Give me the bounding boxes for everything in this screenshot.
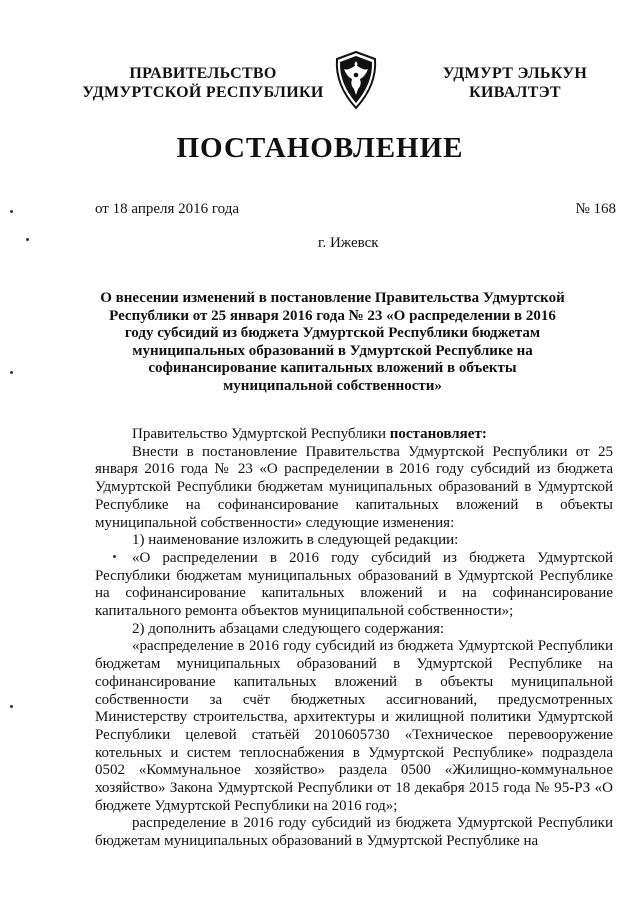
scan-speck [26, 238, 29, 241]
scan-speck [10, 371, 13, 374]
coat-of-arms-icon [330, 49, 382, 111]
document-body [95, 426, 613, 851]
paragraph-4: 2) дополнить абзацами следующего содержания: [132, 620, 445, 637]
intro-resolves: постановляет: [389, 426, 487, 442]
scan-speck [10, 705, 13, 708]
scan-speck [10, 210, 13, 213]
issuer-ru-line1: ПРАВИТЕЛЬСТВО [129, 65, 277, 82]
document-city: г. Ижевск [318, 235, 379, 251]
paragraph-2: 1) наименование изложить в следующей редакции: [132, 532, 459, 549]
issuer-udm-line1: УДМУРТ ЭЛЬКУН [442, 65, 588, 82]
issuer-ru [78, 64, 328, 102]
issuer-udm-line2: КИВАЛТЭТ [469, 84, 561, 101]
paragraph-1: Внести в постановление Правительства Удмуртской Республики от 25 января 2016 года № 23 «О распределении в 2016 году субсидий из бюджета Удмуртской Республики бюджетам муниципальных образований в Удмуртской Республике на софинансирование капитальных вложений в объекты муниципальной собственности» следующие изменения: [95, 443, 613, 531]
paragraph-6: распределение в 2016 году субсидий из бюджета Удмуртской Республики бюджетам муниципальных образований в Удмуртской Республике на [95, 815, 613, 850]
issuer-ru-line2: УДМУРТСКОЙ РЕСПУБЛИКИ [82, 84, 324, 101]
issuer-udm [412, 64, 618, 102]
intro-paragraph [95, 426, 613, 444]
document-date: от 18 апреля 2016 года [95, 201, 240, 217]
scan-speck [113, 555, 116, 558]
paragraph-3: «О распределении в 2016 году субсидий из бюджета Удмуртской Республики бюджетам муниципальных образований в Удмуртской Республике на софинансирование капитальных вложений и на софинансирование капитального ремонта объектов муниципальной собственности»; [95, 549, 613, 620]
paragraph-5: «распределение в 2016 году субсидий из бюджета Удмуртской Республики бюджетам муниципальных образований в Удмуртской Республике на софинансирование капитальных вложений в объекты муниципальной собственности за счёт бюджетных ассигнований, предусмотренных Министерству строительства, архитектуры и жилищной политики Удмуртской Республики целевой статьёй 2010605730 «Техническое перевооружение котельных и систем теплоснабжения в Удмуртской Республике» подраздела 0502 «Коммунальное хозяйство» раздела 0500 «Жилищно-коммунальное хозяйство» Закона Удмуртской Республики от 18 декабря 2015 года № 95-РЗ «О бюджете Удмуртской Республики на 2016 год»; [95, 638, 613, 814]
intro-text: Правительство Удмуртской Республики [132, 426, 390, 442]
document-number: № 168 [575, 201, 616, 217]
document-title: О внесении изменений в постановление Правительства Удмуртской Республики от 25 января 2016 года № 23 «О распределении в 2016 году субсидий из бюджета Удмуртской Республики бюджетам муниципальных образований в Удмуртской Республике на софинансирование капитальных вложений в объекты муниципальной собственности» [100, 290, 565, 394]
document-type: ПОСТАНОВЛЕНИЕ [176, 132, 464, 164]
